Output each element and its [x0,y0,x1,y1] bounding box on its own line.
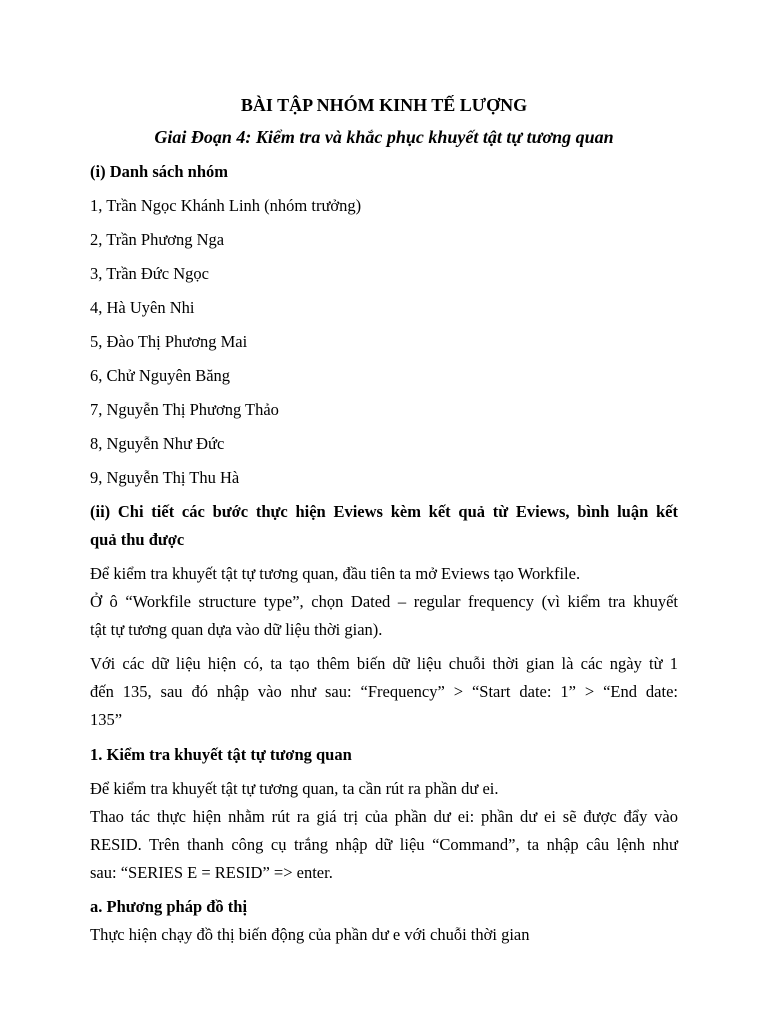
member-item: 5, Đào Thị Phương Mai [90,332,248,351]
section-ii-heading-line: quả thu được [90,530,185,549]
member-item: 1, Trần Ngọc Khánh Linh (nhóm trưởng) [90,196,362,215]
paragraph-line: sau: “SERIES E = RESID” => enter. [90,863,333,882]
document-page [90,92,678,949]
paragraph-line: đến 135, sau đó nhập vào như sau: “Frequency” > “Start date: 1” > “End date: [90,682,678,701]
paragraph-residual [90,775,678,887]
paragraph-line: Để kiểm tra khuyết tật tự tương quan, đầu tiên ta mở Eviews tạo Workfile. [90,564,581,583]
member-item: 3, Trần Đức Ngọc [90,264,209,283]
section-i-heading: (i) Danh sách nhóm [90,162,228,181]
member-item: 8, Nguyễn Như Đức [90,434,225,453]
member-item: 4, Hà Uyên Nhi [90,298,195,317]
paragraph-graph: Thực hiện chạy đồ thị biến động của phần dư e với chuỗi thời gian [90,925,530,944]
member-item: 6, Chử Nguyên Băng [90,366,231,385]
paragraph-line: Thao tác thực hiện nhằm rút ra giá trị của phần dư ei: phần dư ei sẽ được đẩy vào [90,807,678,826]
paragraph-line: tật tự tương quan dựa vào dữ liệu thời gian). [90,620,383,639]
document-subtitle: Giai Đoạn 4: Kiểm tra và khắc phục khuyết tật tự tương quan [154,127,614,147]
paragraph-line: Ở ô “Workfile structure type”, chọn Dated – regular frequency (vì kiểm tra khuyết [90,592,678,611]
document-title: BÀI TẬP NHÓM KINH TẾ LƯỢNG [240,95,528,115]
paragraph-line: 135” [90,710,123,729]
member-item: 7, Nguyễn Thị Phương Thảo [90,400,279,419]
member-item: 2, Trần Phương Nga [90,230,225,249]
heading-autocorrelation-check: 1. Kiểm tra khuyết tật tự tương quan [90,745,352,764]
section-ii-heading [90,498,678,554]
member-list [90,192,678,492]
heading-graph-method: a. Phương pháp đồ thị [90,897,248,916]
section-ii-heading-line: (ii) Chi tiết các bước thực hiện Eviews kèm kết quả từ Eviews, bình luận kết [90,502,678,521]
paragraph-line: Với các dữ liệu hiện có, ta tạo thêm biến dữ liệu chuỗi thời gian là các ngày từ 1 [90,654,678,673]
member-item: 9, Nguyễn Thị Thu Hà [90,468,240,487]
paragraph-line: RESID. Trên thanh công cụ trắng nhập dữ liệu “Command”, ta nhập câu lệnh như [90,835,678,854]
paragraph-workfile [90,560,678,644]
paragraph-line: Để kiểm tra khuyết tật tự tương quan, ta cần rút ra phần dư ei. [90,779,499,798]
paragraph-time-series [90,650,678,734]
